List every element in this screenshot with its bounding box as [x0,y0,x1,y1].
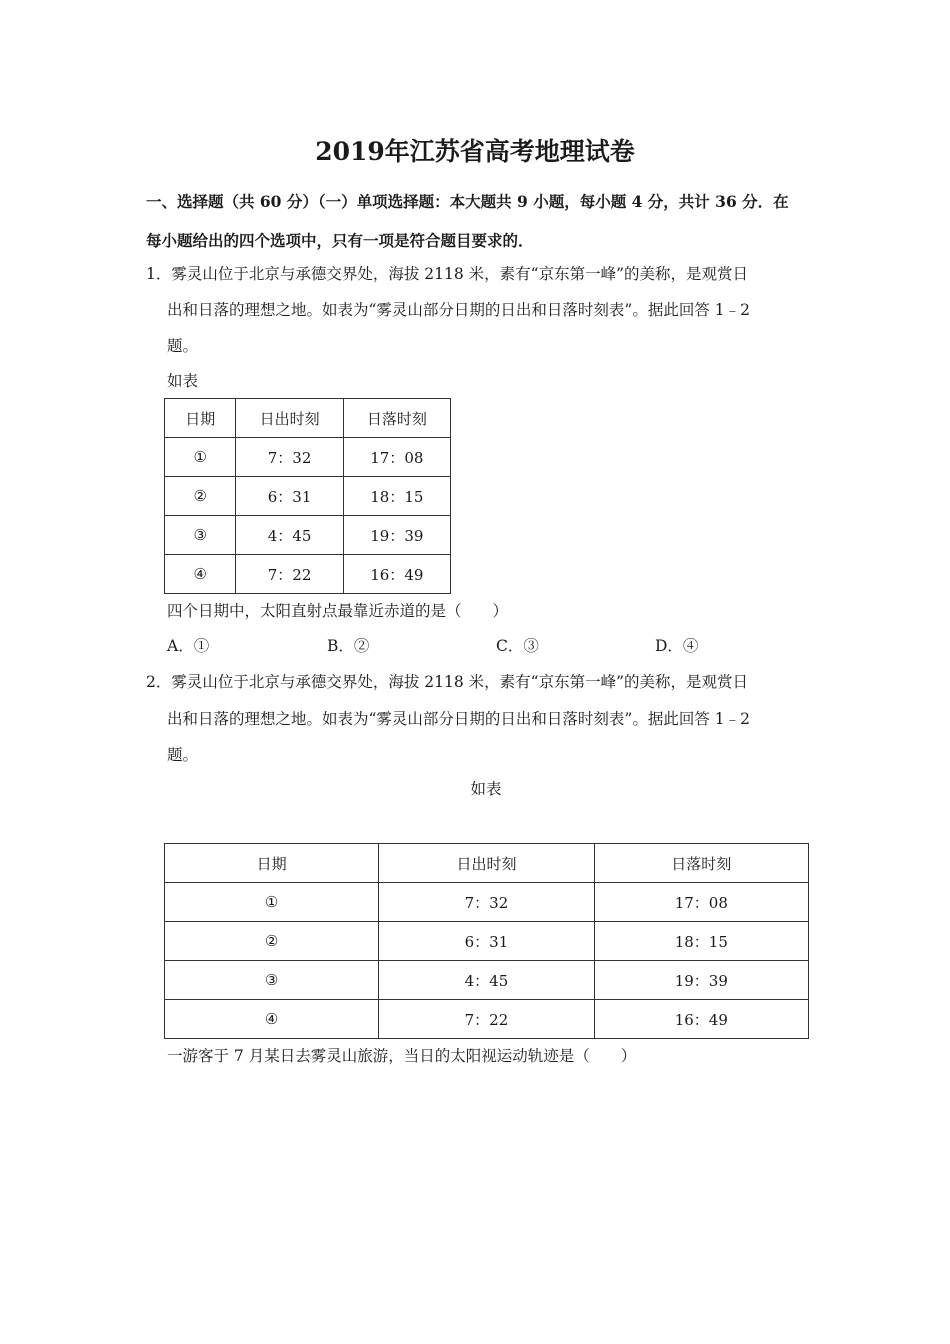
table-row [165,922,809,961]
cell-sunrise: 4：45 [379,961,594,1000]
table-row [165,1000,809,1039]
q1-table [164,398,451,594]
cell-sunrise: 7：32 [236,438,343,477]
q2-table-caption: 如表 [470,780,502,798]
cell-sunset: 17：08 [343,438,450,477]
header-sunset: 日落时刻 [594,844,808,883]
cell-sunset: 18：15 [594,922,808,961]
q2-stem-line2: 出和日落的理想之地。如表为“雾灵山部分日期的日出和日落时刻表”。据此回答 1﹣2 [167,710,751,728]
table-header-row [165,399,451,438]
cell-date: ④ [165,1000,379,1039]
cell-sunset: 16：49 [594,1000,808,1039]
option-b[interactable]: B．② [327,637,370,655]
cell-sunset: 19：39 [594,961,808,1000]
table-row [165,516,451,555]
cell-date: ③ [165,961,379,1000]
cell-sunrise: 7：32 [379,883,594,922]
q2-stem-line3: 题。 [167,746,199,764]
q2-table [164,843,809,1039]
table-row [165,961,809,1000]
q1-stem-line2: 出和日落的理想之地。如表为“雾灵山部分日期的日出和日落时刻表”。据此回答 1﹣2 [167,301,751,319]
header-sunset: 日落时刻 [343,399,450,438]
header-date: 日期 [165,844,379,883]
table-row [165,555,451,594]
page-title: 2019年江苏省高考地理试卷 [315,137,635,166]
header-sunrise: 日出时刻 [236,399,343,438]
section-heading-line1: 一、选择题（共 60 分）（一）单项选择题：本大题共 9 小题，每小题 4 分，共计 36 分．在 [146,192,789,211]
q2-stem-line1: 2．雾灵山位于北京与承德交界处，海拔 2118 米，素有“京东第一峰”的美称，是观赏日 [146,673,749,691]
cell-sunrise: 7：22 [379,1000,594,1039]
cell-sunset: 19：39 [343,516,450,555]
table-row [165,438,451,477]
option-c[interactable]: C．③ [496,637,539,655]
q1-table-caption: 如表 [167,372,199,390]
option-a[interactable]: A．① [167,637,210,655]
cell-date: ② [165,477,236,516]
header-date: 日期 [165,399,236,438]
q2-question: 一游客于 7 月某日去雾灵山旅游，当日的太阳视运动轨迹是（ ） [167,1047,637,1065]
q1-question: 四个日期中，太阳直射点最靠近赤道的是（ ） [167,602,509,620]
header-sunrise: 日出时刻 [379,844,594,883]
table-header-row [165,844,809,883]
cell-sunrise: 6：31 [379,922,594,961]
cell-date: ① [165,438,236,477]
q1-stem-line1: 1．雾灵山位于北京与承德交界处，海拔 2118 米，素有“京东第一峰”的美称，是观赏日 [146,265,749,283]
table-row [165,883,809,922]
q1-stem-line3: 题。 [167,337,199,355]
cell-sunrise: 4：45 [236,516,343,555]
cell-sunset: 17：08 [594,883,808,922]
cell-sunset: 16：49 [343,555,450,594]
cell-date: ③ [165,516,236,555]
cell-date: ① [165,883,379,922]
section-heading-line2: 每小题给出的四个选项中，只有一项是符合题目要求的． [146,231,534,250]
cell-sunset: 18：15 [343,477,450,516]
cell-sunrise: 7：22 [236,555,343,594]
cell-date: ② [165,922,379,961]
table-row [165,477,451,516]
cell-sunrise: 6：31 [236,477,343,516]
cell-date: ④ [165,555,236,594]
option-d[interactable]: D．④ [655,637,699,655]
